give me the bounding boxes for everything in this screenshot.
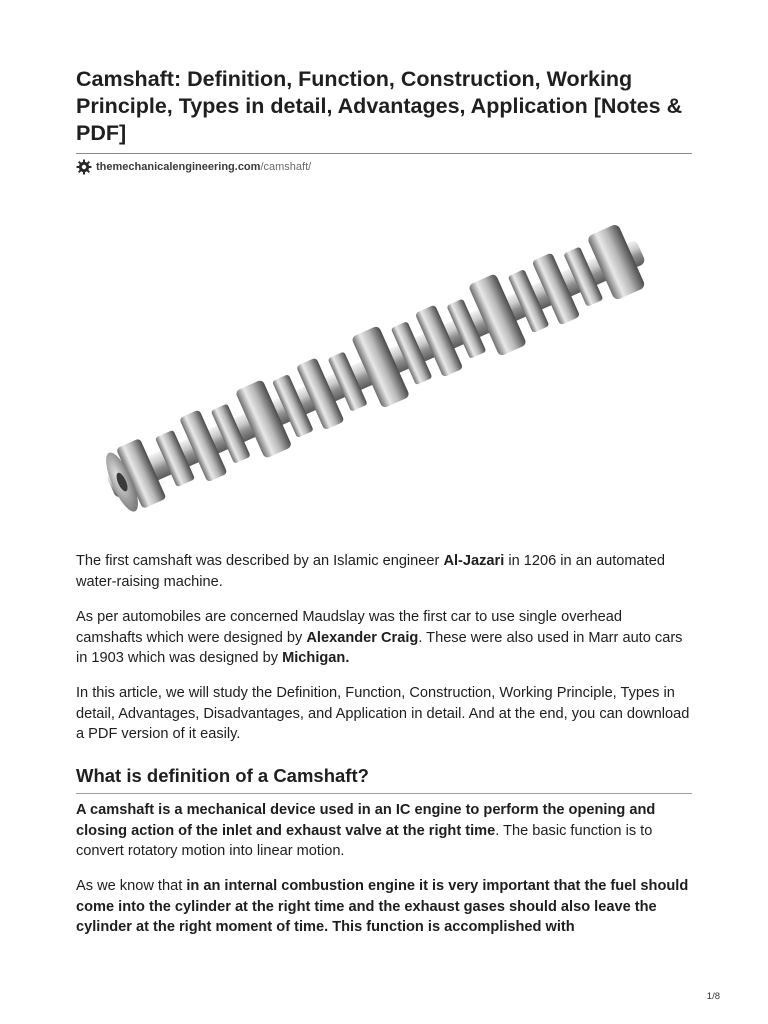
p3-text-a: In this article, we will study the Definition, Function, Construction, Working Principle, Types in detail, Advantages, Disadvantages, and Application in detail. And at the end, you can download a PDF version of it easily. — [76, 685, 690, 743]
page-title: Camshaft: Definition, Function, Construction, Working Principle, Types in detail, Advantages, Application [Notes & PDF] — [76, 67, 683, 145]
source-domain[interactable]: themechanicalengineering.com — [96, 161, 261, 173]
paragraph-combustion — [76, 876, 692, 938]
page-number: 1/8 — [706, 991, 720, 1002]
p5-bold-combustion: in an internal combustion engine it is very important that the fuel should come into the cylinder at the right time and the exhaust gases should also leave the cylinder at the right moment of time. This function is accomplished with — [76, 878, 689, 936]
paragraph-history — [76, 551, 692, 592]
source-link[interactable] — [76, 158, 311, 176]
p4-text-c: . The basic function is to convert rotatory motion into linear motion. — [76, 822, 653, 860]
heading-divider — [76, 793, 692, 794]
paragraph-definition — [76, 800, 692, 862]
source-path[interactable]: /camshaft/ — [260, 161, 312, 173]
p1-text-c: in 1206 in an automated water-raising machine. — [76, 553, 665, 590]
p2-text-c: . These were also used in Marr auto cars in 1903 which was designed by — [76, 629, 683, 667]
paragraph-automobiles — [76, 607, 692, 669]
p5-text-a: As we know that — [76, 878, 187, 894]
camshaft-photo — [76, 204, 692, 534]
p4-bold-definition: A camshaft is a mechanical device used in an IC engine to perform the opening and closing action of the inlet and exhaust valve at the right time — [76, 802, 656, 839]
section-heading-definition: What is definition of a Camshaft? — [76, 765, 369, 786]
p1-bold-al-jazari: Al-Jazari — [443, 553, 505, 569]
gear-icon — [76, 159, 92, 175]
p2-text-a: As per automobiles are concerned Maudslay was the first car to use single overhead camshafts which were designed by — [76, 609, 622, 646]
paragraph-intro — [76, 683, 692, 745]
title-divider — [76, 153, 692, 154]
p2-bold-alexander-craig: Alexander Craig — [306, 629, 419, 646]
p2-bold-michigan: Michigan. — [282, 650, 350, 667]
p1-text-a: The first camshaft was described by an Islamic engineer — [76, 553, 444, 569]
